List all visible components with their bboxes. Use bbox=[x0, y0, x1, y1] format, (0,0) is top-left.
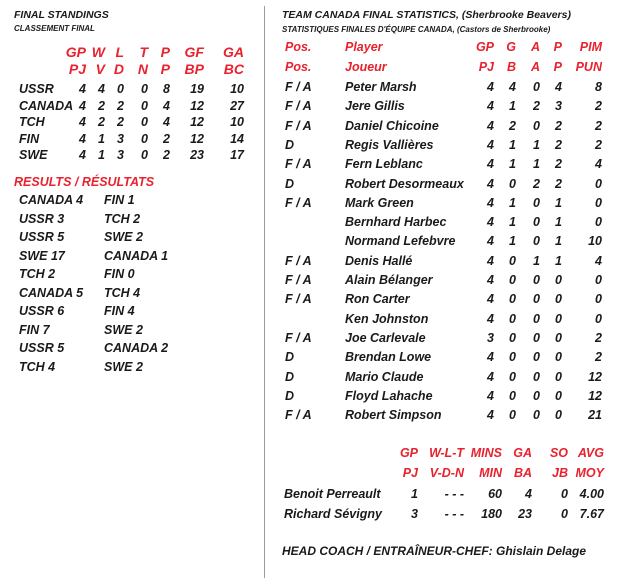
player-stat: 1 bbox=[533, 157, 540, 172]
result-team-a: USSR 5 bbox=[19, 341, 65, 355]
player-position: F / A bbox=[285, 80, 312, 94]
player-stat: 0 bbox=[509, 176, 516, 191]
player-name: Denis Hallé bbox=[345, 253, 413, 268]
player-stat: 3 bbox=[487, 330, 494, 345]
player-name: Jere Gillis bbox=[345, 99, 405, 114]
goalie-header-avg: AVG bbox=[577, 446, 604, 460]
player-stat: 0 bbox=[533, 80, 540, 94]
player-stat: 4 bbox=[595, 157, 602, 172]
goalie-stat: 7.67 bbox=[579, 507, 604, 521]
player-stat: 0 bbox=[533, 273, 540, 287]
goalie-header-mins: MINS bbox=[470, 446, 502, 460]
standings-value: 4 bbox=[79, 148, 86, 162]
player-stat: 0 bbox=[595, 311, 602, 326]
player-name: Mark Green bbox=[345, 195, 414, 210]
player-stat: 0 bbox=[555, 330, 562, 345]
player-stat: 0 bbox=[533, 369, 540, 384]
player-stat: 2 bbox=[595, 118, 602, 133]
players-header-fr-a: A bbox=[530, 60, 540, 74]
standings-header-fr-d: D bbox=[113, 61, 124, 77]
standings-value: 0 bbox=[141, 115, 148, 129]
standings-team: USSR bbox=[19, 82, 54, 96]
player-stat: 4 bbox=[487, 350, 494, 365]
player-stat: 2 bbox=[555, 176, 562, 191]
player-stat: 8 bbox=[595, 80, 602, 94]
player-stat: 0 bbox=[555, 311, 562, 326]
players-header-a: A bbox=[530, 40, 540, 54]
player-stat: 0 bbox=[533, 215, 540, 230]
player-position: F / A bbox=[285, 118, 312, 133]
player-stat: 0 bbox=[555, 408, 562, 423]
result-team-a: CANADA 4 bbox=[19, 193, 84, 207]
player-stat: 1 bbox=[533, 137, 540, 152]
standings-header-fr-bp: BP bbox=[184, 61, 204, 77]
standings-value: 2 bbox=[163, 131, 170, 146]
player-stat: 0 bbox=[555, 350, 562, 365]
player-stat: 0 bbox=[555, 369, 562, 384]
player-stat: 2 bbox=[595, 350, 602, 365]
player-name: Robert Desormeaux bbox=[345, 176, 464, 191]
players-header-fr-pj: PJ bbox=[478, 60, 494, 74]
goalie-stat: 60 bbox=[488, 487, 502, 501]
goalie-header-fr-moy: MOY bbox=[575, 466, 604, 480]
player-stat: 0 bbox=[533, 292, 540, 307]
player-stat: 0 bbox=[509, 369, 516, 384]
goalie-header-fr-pj: PJ bbox=[402, 466, 418, 480]
player-stat: 4 bbox=[487, 157, 494, 172]
goalie-stat: - - - bbox=[444, 487, 464, 501]
player-stat: 1 bbox=[509, 157, 516, 172]
player-name: Peter Marsh bbox=[345, 80, 417, 94]
player-stat: 4 bbox=[487, 253, 494, 268]
result-team-b: CANADA 2 bbox=[104, 341, 169, 355]
result-team-a: USSR 5 bbox=[19, 230, 65, 244]
player-stat: 1 bbox=[509, 234, 516, 249]
goalie-name: Richard Sévigny bbox=[284, 507, 382, 521]
players-header-pos: Pos. bbox=[285, 40, 312, 54]
player-stat: 2 bbox=[555, 137, 562, 152]
player-stat: 1 bbox=[509, 137, 516, 152]
standings-header-l: L bbox=[115, 44, 124, 60]
standings-value: 4 bbox=[79, 98, 86, 113]
goalie-stat: 0 bbox=[561, 487, 568, 501]
player-stat: 4 bbox=[487, 99, 494, 114]
player-stat: 21 bbox=[588, 408, 602, 423]
player-stat: 0 bbox=[509, 388, 516, 403]
standings-value: 0 bbox=[117, 82, 124, 96]
player-position: F / A bbox=[285, 292, 312, 307]
results-title: RESULTS / RÉSULTATS bbox=[14, 175, 155, 189]
player-stat: 0 bbox=[533, 195, 540, 210]
standings-value: 17 bbox=[230, 148, 244, 162]
player-stat: 0 bbox=[509, 292, 516, 307]
result-team-b: SWE 2 bbox=[104, 322, 143, 337]
player-stat: 0 bbox=[533, 311, 540, 326]
player-position: D bbox=[285, 137, 295, 152]
player-name: Daniel Chicoine bbox=[345, 118, 439, 133]
player-name: Alain Bélanger bbox=[345, 273, 433, 287]
player-stat: 0 bbox=[595, 273, 602, 287]
player-position: F / A bbox=[285, 253, 312, 268]
team-stats-subtitle: STATISTIQUES FINALES D'ÉQUIPE CANADA, (Castors de Sherbrooke) bbox=[282, 25, 551, 34]
player-stat: 1 bbox=[509, 99, 516, 114]
goalie-stat: 23 bbox=[518, 507, 532, 521]
player-stat: 0 bbox=[509, 408, 516, 423]
players-header-fr-p: P bbox=[553, 60, 562, 74]
standings-header-fr-p: P bbox=[160, 61, 170, 77]
player-stat: 0 bbox=[533, 408, 540, 423]
player-stat: 0 bbox=[509, 253, 516, 268]
goalie-stat: 180 bbox=[481, 507, 502, 521]
goalie-stat: - - - bbox=[444, 507, 464, 521]
player-position: F / A bbox=[285, 99, 312, 114]
player-stat: 10 bbox=[588, 234, 602, 249]
result-team-a: USSR 3 bbox=[19, 211, 65, 226]
player-stat: 1 bbox=[555, 234, 562, 249]
standings-header-ga: GA bbox=[223, 44, 244, 60]
player-stat: 0 bbox=[533, 118, 540, 133]
standings-team: FIN bbox=[19, 131, 40, 146]
player-stat: 2 bbox=[533, 99, 540, 114]
standings-title: FINAL STANDINGS bbox=[14, 9, 109, 21]
player-stat: 0 bbox=[533, 234, 540, 249]
player-stat: 3 bbox=[555, 99, 562, 114]
standings-value: 12 bbox=[190, 115, 204, 129]
goalie-header-ga: GA bbox=[513, 446, 532, 460]
players-header-fr-b: B bbox=[506, 60, 516, 74]
players-header-g: G bbox=[506, 40, 516, 54]
standings-value: 8 bbox=[163, 82, 170, 96]
standings-value: 4 bbox=[79, 131, 86, 146]
player-stat: 1 bbox=[533, 253, 540, 268]
player-stat: 1 bbox=[509, 215, 516, 230]
player-stat: 4 bbox=[487, 118, 494, 133]
player-stat: 4 bbox=[487, 195, 494, 210]
players-header-fr-pun: PUN bbox=[575, 60, 602, 74]
standings-value: 0 bbox=[141, 131, 148, 146]
standings-value: 4 bbox=[163, 98, 170, 113]
player-stat: 2 bbox=[555, 157, 562, 172]
standings-header-fr-pj: PJ bbox=[68, 61, 86, 77]
standings-value: 10 bbox=[230, 82, 244, 96]
player-stat: 2 bbox=[509, 118, 516, 133]
player-position: F / A bbox=[285, 273, 312, 287]
player-position: D bbox=[285, 350, 295, 365]
result-team-b: FIN 1 bbox=[104, 193, 135, 207]
goalie-header-fr-jb: JB bbox=[552, 466, 568, 480]
player-stat: 0 bbox=[595, 176, 602, 191]
standings-value: 4 bbox=[79, 115, 86, 129]
goalie-header-so: SO bbox=[549, 446, 568, 460]
standings-value: 10 bbox=[230, 115, 244, 129]
standings-value: 2 bbox=[117, 98, 124, 113]
standings-team: CANADA bbox=[19, 98, 74, 113]
player-position: F / A bbox=[285, 330, 312, 345]
standings-header-gf: GF bbox=[184, 44, 204, 60]
player-stat: 2 bbox=[595, 137, 602, 152]
result-team-b: FIN 4 bbox=[104, 304, 135, 318]
player-position: F / A bbox=[285, 195, 312, 210]
standings-header-t: T bbox=[139, 44, 148, 60]
standings-header-fr-v: V bbox=[95, 61, 105, 77]
player-stat: 12 bbox=[588, 369, 602, 384]
standings-team: SWE bbox=[19, 148, 48, 162]
player-name: Regis Vallières bbox=[345, 137, 434, 152]
goalie-stat: 3 bbox=[411, 507, 418, 521]
result-team-b: TCH 4 bbox=[104, 285, 141, 300]
standings-value: 14 bbox=[230, 131, 244, 146]
player-stat: 4 bbox=[555, 80, 562, 94]
standings-value: 3 bbox=[117, 131, 124, 146]
standings-value: 23 bbox=[190, 148, 204, 162]
player-position: D bbox=[285, 388, 295, 403]
standings-value: 0 bbox=[141, 82, 148, 96]
standings-value: 4 bbox=[79, 82, 86, 96]
player-stat: 12 bbox=[588, 388, 602, 403]
standings-header-fr-bc: BC bbox=[223, 61, 244, 77]
goalie-header-fr-min: MIN bbox=[479, 466, 502, 480]
player-name: Normand Lefebvre bbox=[345, 234, 456, 249]
goalie-stat: 1 bbox=[411, 487, 418, 501]
player-name: Fern Leblanc bbox=[345, 157, 423, 172]
result-team-b: CANADA 1 bbox=[104, 248, 169, 263]
result-team-b: TCH 2 bbox=[104, 211, 141, 226]
goalie-name: Benoit Perreault bbox=[284, 487, 381, 501]
player-stat: 4 bbox=[487, 215, 494, 230]
standings-value: 12 bbox=[190, 98, 204, 113]
goalie-stat: 4.00 bbox=[579, 487, 604, 501]
result-team-a: SWE 17 bbox=[19, 248, 65, 263]
player-name: Ron Carter bbox=[345, 292, 410, 307]
player-stat: 4 bbox=[509, 80, 516, 94]
goalie-header-w-l-t: W-L-T bbox=[429, 446, 464, 460]
player-stat: 0 bbox=[509, 330, 516, 345]
player-stat: 4 bbox=[487, 408, 494, 423]
player-stat: 0 bbox=[595, 215, 602, 230]
standings-value: 19 bbox=[190, 82, 204, 96]
player-stat: 4 bbox=[487, 388, 494, 403]
standings-value: 2 bbox=[98, 115, 105, 129]
player-stat: 0 bbox=[595, 292, 602, 307]
player-stat: 4 bbox=[595, 253, 602, 268]
player-stat: 0 bbox=[595, 195, 602, 210]
result-team-a: USSR 6 bbox=[19, 304, 65, 318]
player-stat: 0 bbox=[533, 350, 540, 365]
player-stat: 0 bbox=[555, 388, 562, 403]
player-stat: 4 bbox=[487, 292, 494, 307]
player-stat: 4 bbox=[487, 311, 494, 326]
result-team-b: SWE 2 bbox=[104, 359, 143, 374]
player-stat: 4 bbox=[487, 273, 494, 287]
player-position: D bbox=[285, 369, 295, 384]
player-name: Joe Carlevale bbox=[345, 330, 426, 345]
player-name: Robert Simpson bbox=[345, 408, 442, 423]
player-name: Bernhard Harbec bbox=[345, 215, 447, 230]
player-stat: 0 bbox=[555, 273, 562, 287]
goalie-header-fr-v-d-n: V-D-N bbox=[429, 466, 464, 480]
player-stat: 0 bbox=[533, 330, 540, 345]
standings-subtitle: CLASSEMENT FINAL bbox=[14, 24, 95, 33]
goalie-header-gp: GP bbox=[399, 446, 418, 460]
standings-team: TCH bbox=[19, 115, 45, 129]
standings-value: 27 bbox=[230, 98, 244, 113]
player-stat: 1 bbox=[555, 253, 562, 268]
player-name: Brendan Lowe bbox=[345, 350, 432, 365]
player-stat: 2 bbox=[555, 118, 562, 133]
standings-value: 1 bbox=[98, 148, 105, 162]
player-stat: 4 bbox=[487, 137, 494, 152]
player-stat: 4 bbox=[487, 369, 494, 384]
standings-value: 2 bbox=[117, 115, 124, 129]
player-stat: 2 bbox=[533, 176, 540, 191]
team-stats-title: TEAM CANADA FINAL STATISTICS, (Sherbrooke Beavers) bbox=[282, 9, 571, 21]
player-stat: 0 bbox=[555, 292, 562, 307]
player-stat: 0 bbox=[509, 273, 516, 287]
player-name: Floyd Lahache bbox=[345, 388, 433, 403]
players-header-fr-player: Joueur bbox=[345, 60, 387, 74]
player-name: Ken Johnston bbox=[345, 311, 429, 326]
result-team-a: FIN 7 bbox=[19, 322, 50, 337]
result-team-a: CANADA 5 bbox=[19, 285, 84, 300]
player-stat: 2 bbox=[595, 330, 602, 345]
player-position: F / A bbox=[285, 408, 312, 423]
result-team-b: SWE 2 bbox=[104, 230, 143, 244]
result-team-b: FIN 0 bbox=[104, 267, 135, 281]
standings-value: 0 bbox=[141, 148, 148, 162]
player-stat: 4 bbox=[487, 176, 494, 191]
players-header-pim: PIM bbox=[579, 40, 602, 54]
column-divider bbox=[264, 6, 265, 578]
goalie-header-fr-ba: BA bbox=[513, 466, 532, 480]
players-header-fr-pos: Pos. bbox=[285, 60, 312, 74]
standings-header-gp: GP bbox=[65, 44, 86, 60]
player-name: Mario Claude bbox=[345, 369, 424, 384]
standings-value: 4 bbox=[163, 115, 170, 129]
player-position: F / A bbox=[285, 157, 312, 172]
standings-header-fr-n: N bbox=[137, 61, 148, 77]
player-stat: 1 bbox=[555, 215, 562, 230]
players-header-player: Player bbox=[345, 40, 383, 54]
goalie-stat: 0 bbox=[561, 507, 568, 521]
player-position: D bbox=[285, 176, 295, 191]
player-stat: 4 bbox=[487, 234, 494, 249]
player-stat: 1 bbox=[509, 195, 516, 210]
players-header-gp: GP bbox=[475, 40, 494, 54]
player-stat: 2 bbox=[595, 99, 602, 114]
head-coach: HEAD COACH / ENTRAÎNEUR-CHEF: Ghislain Delage bbox=[282, 544, 587, 558]
standings-value: 2 bbox=[163, 148, 170, 162]
standings-header-p: P bbox=[160, 44, 170, 60]
standings-value: 12 bbox=[190, 131, 204, 146]
result-team-a: TCH 2 bbox=[19, 267, 56, 281]
players-header-p: P bbox=[553, 40, 562, 54]
result-team-a: TCH 4 bbox=[19, 359, 56, 374]
player-stat: 4 bbox=[487, 80, 494, 94]
standings-value: 0 bbox=[141, 98, 148, 113]
standings-value: 3 bbox=[117, 148, 124, 162]
standings-header-w: W bbox=[91, 44, 105, 60]
standings-value: 2 bbox=[98, 98, 105, 113]
goalie-stat: 4 bbox=[525, 487, 532, 501]
player-stat: 1 bbox=[555, 195, 562, 210]
player-stat: 0 bbox=[509, 311, 516, 326]
player-stat: 0 bbox=[533, 388, 540, 403]
player-stat: 0 bbox=[509, 350, 516, 365]
standings-value: 4 bbox=[98, 82, 105, 96]
standings-value: 1 bbox=[98, 131, 105, 146]
